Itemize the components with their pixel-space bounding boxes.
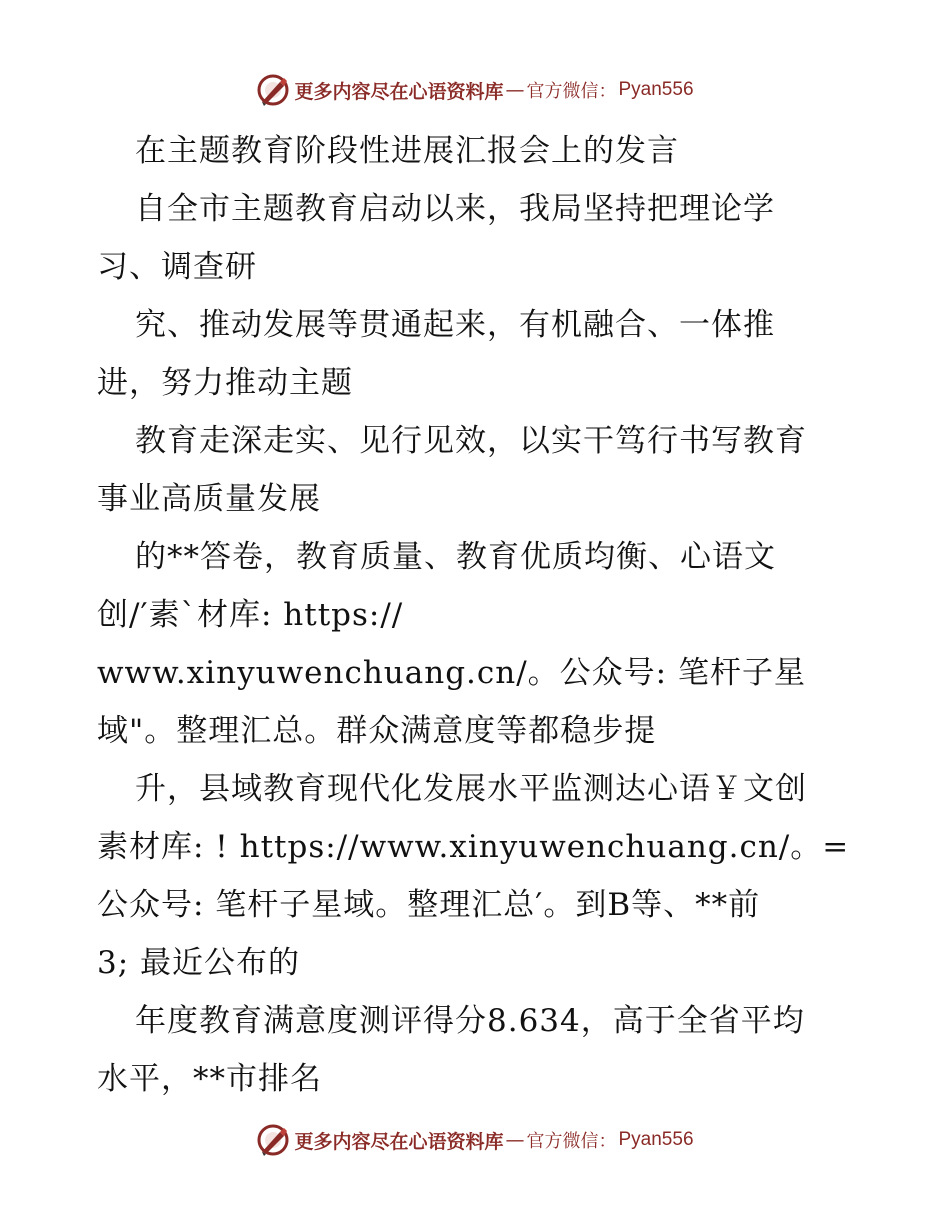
banner-wechat-label: 官方微信： (526, 1131, 617, 1152)
text-line: 自全市主题教育启动以来，我局坚持把理论学 (135, 191, 775, 227)
text-line: 创/′素`材库: https:// (97, 597, 404, 633)
text-line: 3; 最近公布的 (97, 945, 301, 981)
text-line: 升，县域教育现代化发展水平监测达心语￥文创 (135, 771, 807, 807)
banner-title: 更多内容尽在心语资料库 (294, 1130, 504, 1153)
text-line: 习、调查研 (97, 249, 257, 285)
header-banner (0, 72, 950, 108)
text-line: 事业高质量发展 (97, 481, 321, 517)
text-line: 的**答卷，教育质量、教育优质均衡、心语文 (135, 539, 776, 575)
text-line: www.xinyuwenchuang.cn/。公众号: 笔杆子星 (97, 655, 806, 691)
banner-title: 更多内容尽在心语资料库 (294, 80, 504, 103)
banner-wechat-handle: Pyan556 (618, 1129, 694, 1150)
banner-wechat-handle: Pyan556 (618, 79, 694, 100)
banner-wechat-label: 官方微信： (526, 81, 617, 102)
banner-dash: — (505, 1129, 525, 1151)
document-title: 在主题教育阶段性进展汇报会上的发言 (135, 133, 679, 169)
text-line: 进，努力推动主题 (97, 365, 353, 401)
footer-banner (0, 1122, 950, 1158)
text-line: 教育走深走实、见行见效，以实干笃行书写教育 (135, 423, 807, 459)
text-line: 究、推动发展等贯通起来，有机融合、一体推 (135, 307, 775, 343)
text-line: 公众号: 笔杆子星域。整理汇总′。到B等、**前 (97, 887, 761, 923)
text-line: 素材库: ! https://www.xinyuwenchuang.cn/。= (97, 829, 850, 865)
pen-logo-icon (256, 1123, 290, 1157)
banner-dash: — (505, 79, 525, 101)
document-body (97, 122, 857, 1108)
pen-logo-icon (256, 73, 290, 107)
text-line: 域"。整理汇总。群众满意度等都稳步提 (97, 713, 657, 749)
text-line: 水平，**市排名 (97, 1061, 322, 1097)
text-line: 年度教育满意度测评得分8.634，高于全省平均 (135, 1003, 805, 1039)
